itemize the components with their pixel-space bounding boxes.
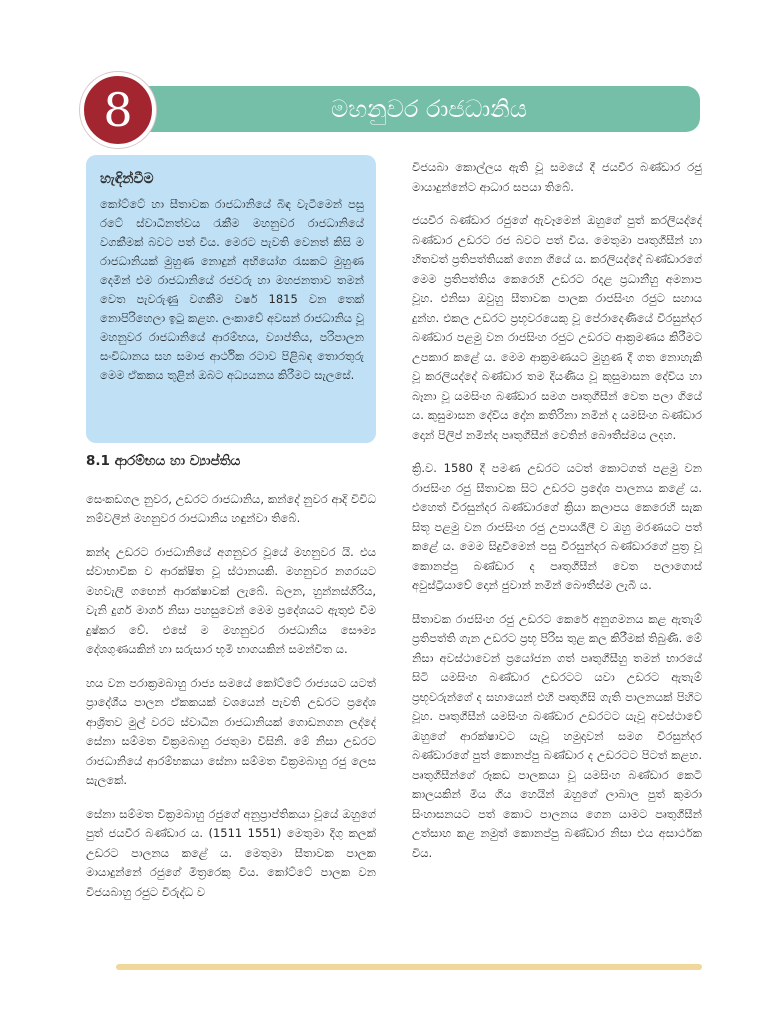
paragraph: සීතාවක රාජසිංහ රජු උඩරට කෙරේ අනුගමනය කළ ඇතැම් ප්‍රතිපත්ති ගැන උඩරට ප්‍රභූ පිරිස තුළ කල කිරීමක් තිබුණි. මේ නිසා අවස්ථාවෙන් ප්‍රයෝජන ගත් පෘතුගීසීහු තමන් භාරයේ සිටි යමසිංහ බණ්ඩාර උඩරටට යවා උඩරට ඇතැම් ප්‍රභූවරුන්ගේ ද සහායෙන් එහි පෘතුගීසි ගැති පාලනයක් පිහිට වූහ. පෘතුගීසීන් යමසිංහ බණ්ඩාර උඩරටට යැවූ අවස්ථාවේ ඔහුගේ ආරක්ෂාවට යැවූ හමුදාවන් සමග වීරසුන්දර බණ්ඩාරගේ පුත් කොනප්පු බණ්ඩාර ද උඩරටට පිටත් කළහ. පෘතුගීසීන්ගේ රූකඩ පාලකයා වූ යමසිංහ බණ්ඩාර කෙටි කාලයකින් මිය ගිය හෙයින් ඔහුගේ ලාබාල පුත් කුමරා සිංහාසනයට පත් කොට පාලනය ගෙන යාමට පෘතුගීසීන් උත්සාහ කළ නමුත් කොනප්පු බණ්ඩාර නිසා එය අසාර්ථක විය. [412, 611, 702, 860]
introduction-text: කෝට්ටේ හා සීතාවක රාජධානියේ බිඳ වැටීමෙන් පසු රටේ ස්වාධීනත්වය රැකීම මහනුවර රාජධානියේ වගකීමක් බවට පත් විය. මෙරට පැවති වෙනත් කිසි ම රාජධානියක් මුහුණ නොදුන් අභියෝග රැසකට මුහුණ දෙමින් එම රාජධානියේ රජවරු හා මහජනතාව තමන් වෙත පැවරුණු වගකීම වර්ෂ 1815 වන තෙක් නොපිරිහෙලා ඉටු කළහ. ලංකාවේ අවසන් රාජධානිය වූ මහනුවර රාජධානියේ ආරම්භය, ව්‍යාප්තිය, පරිපාලන සංවිධානය සහ සමාජ ආර්ථික රටාව පිළිබඳ තොරතුරු මෙම ඒකකය තුළින් ඔබට අධ්‍යයනය කිරීමට සැලසේ. [100, 197, 364, 382]
left-column [86, 452, 376, 957]
paragraph: සෙංකඩගල නුවර, උඩරට රාජධානිය, කන්දේ නුවර ආදි විවිධ නම්වලින් මහනුවර රාජධානිය හඳුන්වා තිබේ. [86, 491, 376, 525]
paragraph: ජයවීර බණ්ඩාර රජුගේ ඇවෑමෙන් ඔහුගේ පුත් කරලියද්දේ බණ්ඩාර උඩරට රජ බවට පත් විය. මෙතුමා පෘතුගීසීන් හා හිතවත් ප්‍රතිපත්තියක් ගෙන ගියේ ය. කරලියද්දේ බණ්ඩාරගේ මෙම ප්‍රතිපත්තිය කෙරෙහි උඩරට රදළ ප්‍රධානීහු අමනාප වූහ. එනිසා ඔවුහු සීතාවක පාලක රාජසිංහ රජුට සහාය දුන්හ. එකල උඩරට ප්‍රභූවරයෙකු වූ පේරාදෙණියේ වීරසුන්දර බණ්ඩාර පළමු වන රාජසිංහ රජුට උඩරට ආක්‍රමණය කිරීමට උපකාර කළේ ය. මෙම ආක්‍රමණයට මුහුණ දී ගත නොහැකි වූ කරලියද්දේ බණ්ඩාර තම දියණිය වූ කුසුමාසන දේවිය හා බෑනා වූ යමසිංහ බණ්ඩාර සමග පෘතුගීසීන් වෙත පලා ගියේ ය. කුසුමාසන දේවිය දෝන කතිරිනා නමින් ද යමසිංහ බණ්ඩාර දොන් පිලිප් නමින්ද පෘතුගීසීන් වෙතින් බෞතීස්මය ලදහ. [412, 213, 702, 442]
paragraph: හය වන පරාක්‍රමබාහු රාජ්‍ය සමයේ කෝට්ටේ රාජ්‍යයට යටත් ප්‍රාදේශීය පාලන ඒකකයක් වශයෙන් පැවති උඩරට ප්‍රදේශ ආශ්‍රිතව මුල් වරට ස්වාධීන රාජධානියක් ගොඩනගන ලද්දේ සේනා සම්මත වික්‍රමබාහු රජතුමා විසිනි. මේ නිසා උඩරට රාජධානියේ ආරම්භකයා සේනා සම්මත වික්‍රමබාහු රජු ලෙස සැලකේ. [86, 675, 376, 787]
chapter-number-badge: 8 [80, 72, 156, 148]
footer-divider [116, 964, 702, 970]
section-heading: 8.1 ආරම්භය හා ව්‍යාප්තිය [86, 453, 241, 469]
right-column [412, 158, 702, 948]
paragraph: කන්ද උඩරට රාජධානියේ අගනුවර වූයේ මහනුවර යි. එය ස්වාභාවික ව ආරක්ෂිත වූ ස්ථානයකි. මහනුවර නගරයට මහවැලි ගඟෙන් ආරක්ෂාවක් ලැබේ. බලන, හුන්නස්ගිරිය, වැනි දුර්ග මාර්ග නිසා පහසුවෙන් මෙම ප්‍රදේශයට ඇතුළු වීම දුෂ්කර වේ. එසේ ම මහනුවර රාජධානිය සෞම්‍ය දේශගුණයකින් හා සරුසාර භූමි භාගයකින් සමන්විත ය. [86, 544, 376, 656]
paragraph: සේනා සම්මත වික්‍රමබාහු රජුගේ අනුප්‍රාප්තිකයා වූයේ ඔහුගේ පුත් ජයවීර බණ්ඩාර ය. (1511 1551) මෙතුමා දිගු කලක් උඩරට පාලනය කළේ ය. මෙතුමා සීතාවක පාලක මායාදුන්නේ රජුගේ මිත්‍රරෙකු විය. කෝට්ටේ පාලක වන විජයබාහු රජුට විරුද්ධ ව [86, 806, 376, 899]
chapter-title-banner [128, 86, 700, 132]
chapter-title: මහනුවර රාජධානිය [330, 95, 528, 123]
paragraph: විජයබා කොල්ලය ඇති වූ සමයේ දී ජයවීර බණ්ඩාර රජු මායාදුන්නේට ආධාර සපයා තිබේ. [412, 160, 702, 194]
introduction-box [86, 155, 376, 443]
introduction-heading: හැඳින්වීම [100, 171, 154, 187]
paragraph: ක්‍රි.ව. 1580 දී පමණ උඩරට යටත් කොටගත් පළමු වන රාජසිංහ රජු සීතාවක සිට උඩරට ප්‍රදේශ පාලනය කළේ ය. එහෙත් වීරසුන්දර බණ්ඩාරගේ ක්‍රියා කලාපය කෙරෙහි සැක සිතූ පළමු වන රාජසිංහ රජු උපායශීලී ව ඔහු මරණයට පත් කළේ ය. මෙම සිදුවීමෙන් පසු වීරසුන්දර බණ්ඩාරගේ පුත්‍ර වූ කොනප්පු බණ්ඩාර ද පෘතුගීසීන් වෙත පලාගොස් අවුස්ට්‍රියාවේ දොන් ජුවාන් නමින් බෞතීස්ම ලැබී ය. [412, 461, 702, 592]
